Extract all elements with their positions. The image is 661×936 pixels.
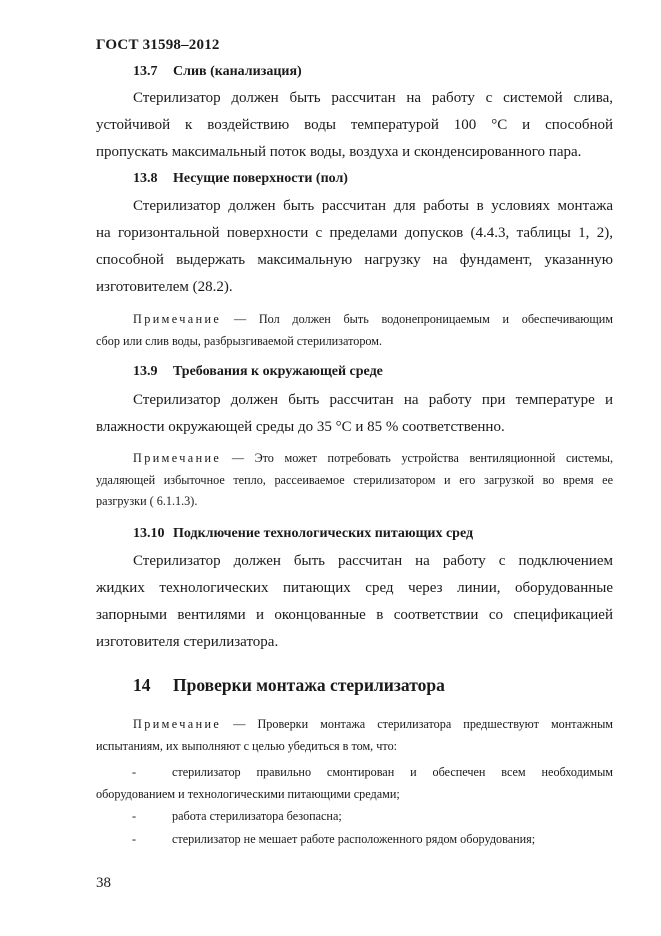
note-text: — Пол должен быть водонепроницаемым и обеспечивающим [233,312,614,326]
list-item-line: оборудованием и технологическими питающими средами; [96,786,400,801]
section-number: 13.10 [133,526,165,541]
list-bullet: - [132,765,137,779]
section-13-8-paragraph [96,193,613,301]
section-13-9-heading [133,364,383,380]
section-title: Проверки монтажа стерилизатора [173,675,445,695]
section-14-heading [133,675,445,696]
note-line [96,448,613,470]
list-item [96,762,613,805]
paragraph-line: Стерилизатор должен быть рассчитан на работу с системой слива, [133,90,613,106]
section-title: Слив (канализация) [173,64,302,79]
list-bullet: - [132,832,137,846]
paragraph-line: на горизонтальной поверхности с пределами допусков (4.4.3, таблицы 1, 2), [96,225,613,241]
paragraph-line: пропускать максимальный поток воды, воздуха и сконденсированного пара. [96,144,582,160]
paragraph-line: изготовителем (28.2). [96,279,233,295]
section-13-9-paragraph [96,387,613,441]
paragraph-line: устойчивой к воздействию воды температурой 100 °С и способной [96,117,613,133]
list-item [96,829,613,851]
list-item-line: стерилизатор правильно смонтирован и обеспечен всем необходимым [172,765,613,779]
section-13-8-heading [133,171,348,187]
standard-header: ГОСТ 31598–2012 [96,37,220,53]
paragraph-line: изготовителя стерилизатора. [96,634,279,650]
note-label: Примечание [133,312,222,326]
list-item [96,806,613,828]
section-13-7-paragraph [96,85,613,166]
section-number: 14 [133,675,151,695]
note-line: удаляющей избыточное тепло, рассеиваемое стерилизатором и его загрузкой во время ее [96,472,613,487]
section-number: 13.8 [133,171,158,186]
paragraph-line: Стерилизатор должен быть рассчитан на работу при температуре и [133,392,613,408]
note-line: разгрузки ( 6.1.1.3). [96,494,198,508]
list-item-line: работа стерилизатора безопасна; [172,809,342,823]
section-13-8-note [96,309,613,352]
note-line: сбор или слив воды, разбрызгиваемой стерилизатором. [96,333,383,348]
section-number: 13.9 [133,364,158,379]
paragraph-line: влажности окружающей среды до 35 °С и 85 % соответственно. [96,419,505,435]
list-bullet: - [132,809,137,823]
paragraph-line: жидких технологических питающих сред через линии, оборудованные [96,580,613,596]
section-13-10-heading [133,526,473,542]
paragraph-line: способной выдержать максимальную нагрузку на фундамент, указанную [96,252,613,268]
section-14-note [96,714,613,757]
paragraph-line: Стерилизатор должен быть рассчитан для работы в условиях монтажа [133,198,613,214]
section-13-7-heading [133,64,302,80]
section-title: Подключение технологических питающих сред [173,526,474,541]
note-text: — Это может потребовать устройства вентиляционной системы, [231,451,613,465]
section-title: Несущие поверхности (пол) [173,171,348,186]
note-text: — Проверки монтажа стерилизатора предшествуют монтажным [233,717,614,731]
note-line: испытаниям, их выполняют с целью убедиться в том, что: [96,738,398,753]
paragraph-line: Стерилизатор должен быть рассчитан на работу с подключением [133,553,613,569]
paragraph-line: запорными вентилями и оконцованные в соответствии со спецификацией [96,607,613,623]
section-13-9-note [96,448,613,513]
note-label: Примечание [133,717,222,731]
section-number: 13.7 [133,64,158,79]
section-13-10-paragraph [96,548,613,656]
list-item-line: стерилизатор не мешает работе расположенного рядом оборудования; [172,832,536,846]
note-line [96,714,613,736]
section-title: Требования к окружающей среде [173,364,383,379]
page-number: 38 [96,875,111,891]
note-label: Примечание [133,451,222,465]
note-line [96,309,613,331]
